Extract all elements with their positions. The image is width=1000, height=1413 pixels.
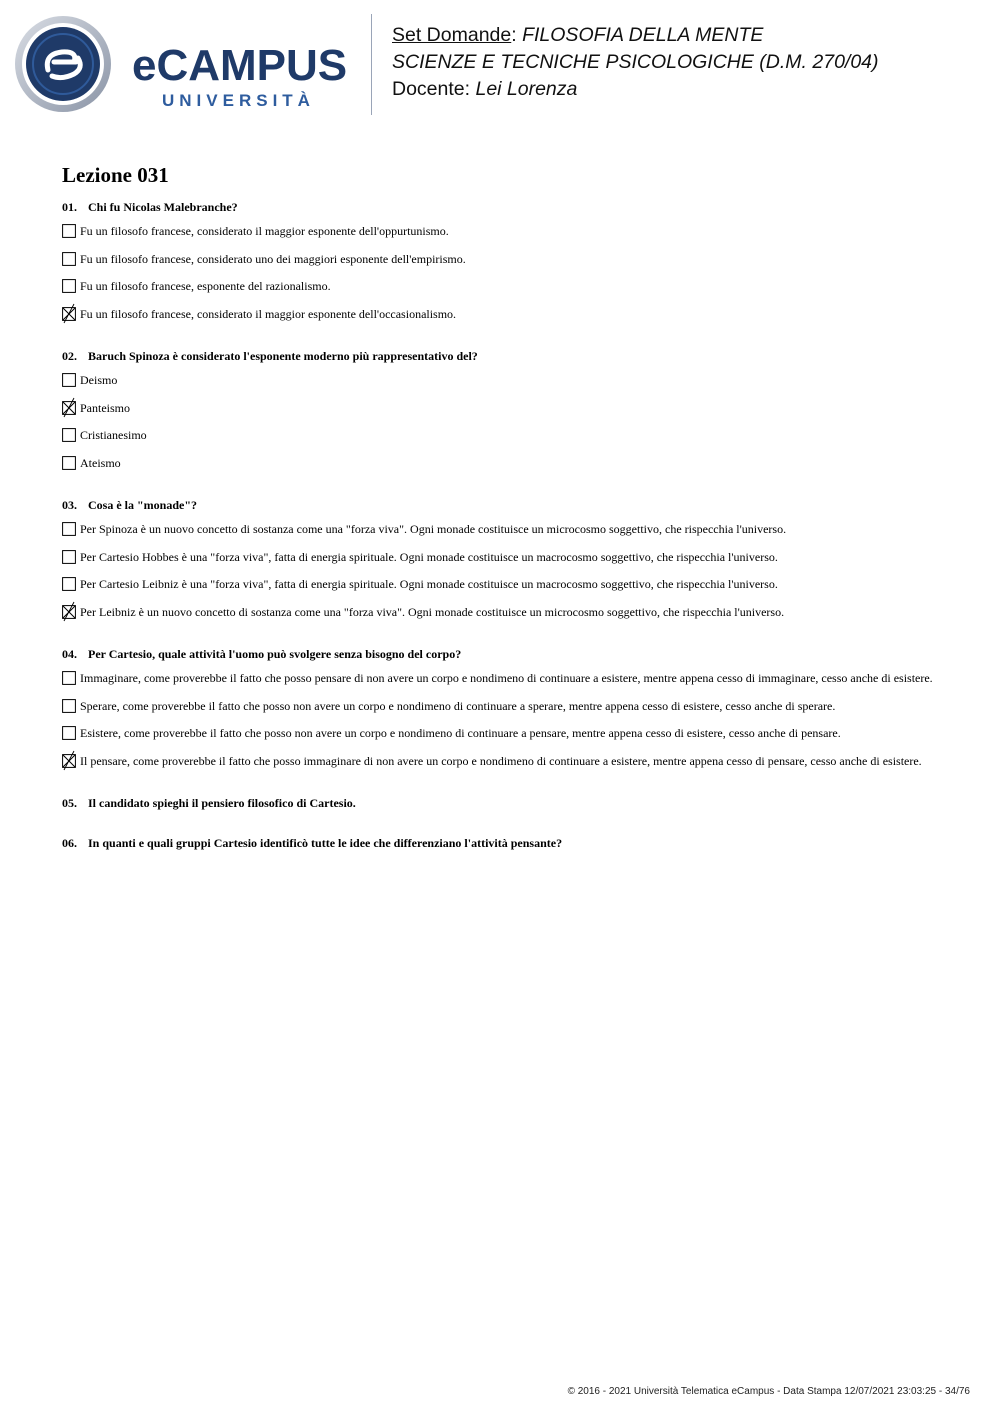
question-label: Baruch Spinoza è considerato l'esponente moderno più rappresentativo del? <box>88 349 478 363</box>
answer-text: Fu un filosofo francese, considerato uno dei maggiori esponente dell'empirismo. <box>80 251 466 266</box>
answer-option <box>62 279 942 294</box>
teacher-name: Lei Lorenza <box>475 78 578 100</box>
answer-text: Il pensare, come proverebbe il fatto che posso immaginare di non avere un corpo e nondimeno di continuare a esistere, mentre appena cesso di pensare, cesso anche di esistere. <box>80 753 922 768</box>
checked-box-icon[interactable] <box>62 754 76 768</box>
answer-text: Fu un filosofo francese, considerato il maggior esponente dell'oppurtunismo. <box>80 224 449 238</box>
document-header <box>392 22 879 103</box>
answer-option <box>62 456 942 471</box>
answer-text: Sperare, come proverebbe il fatto che posso non avere un corpo e nondimeno di continuare a sperare, mentre appena cesso di esistere, cesso anche di sperare. <box>80 698 836 713</box>
question-block <box>62 795 942 811</box>
answer-option <box>62 550 942 565</box>
checkbox-icon[interactable] <box>62 699 76 713</box>
answer-option <box>62 671 942 686</box>
logo-subtitle: UNIVERSITÀ <box>162 91 315 110</box>
answer-option <box>62 428 942 443</box>
question-number: 02. <box>62 349 77 363</box>
page-footer: © 2016 - 2021 Università Telematica eCampus - Data Stampa 12/07/2021 23:03:25 - 34/76 <box>567 1386 970 1397</box>
checkbox-icon[interactable] <box>62 671 76 685</box>
answer-text: Per Cartesio Hobbes è una "forza viva", fatta di energia spirituale. Ogni monade costituisce un macrocosmo soggettivo, che rispecchia l'universo. <box>80 549 778 564</box>
header-divider <box>371 14 372 115</box>
question-block <box>62 835 942 851</box>
question-list <box>62 199 942 851</box>
question-block <box>62 646 942 768</box>
answer-text: Ateismo <box>80 455 121 470</box>
question-label: In quanti e quali gruppi Cartesio identificò tutte le idee che differenziano l'attività pensante? <box>88 836 563 850</box>
answer-option <box>62 605 942 620</box>
question-text <box>62 348 942 364</box>
question-block <box>62 348 942 470</box>
answer-text: Fu un filosofo francese, esponente del razionalismo. <box>80 279 331 293</box>
questions-content <box>62 162 942 875</box>
answer-option <box>62 699 942 714</box>
answer-text: Per Spinoza è un nuovo concetto di sostanza come una "forza viva". Ogni monade costituisce un microcosmo soggettivo, che rispecchia l'universo. <box>80 522 787 536</box>
question-number: 04. <box>62 647 77 661</box>
question-number: 01. <box>62 200 77 214</box>
answer-text: Esistere, come proverebbe il fatto che posso non avere un corpo e nondimeno di continuare a pensare, mentre appena cesso di esistere, cesso anche di pensare. <box>80 726 841 740</box>
question-text <box>62 199 942 215</box>
checkbox-icon[interactable] <box>62 428 76 442</box>
checked-box-icon[interactable] <box>62 605 76 619</box>
course-name: FILOSOFIA DELLA MENTE <box>522 24 764 46</box>
set-separator: : <box>511 24 523 46</box>
answer-text: Per Cartesio Leibniz è una "forza viva", fatta di energia spirituale. Ogni monade costituisce un macrocosmo soggettivo, che rispecchia l'universo. <box>80 577 778 591</box>
checkbox-icon[interactable] <box>62 279 76 293</box>
checked-box-icon[interactable] <box>62 307 76 321</box>
lesson-title: Lezione 031 <box>62 163 169 187</box>
checkbox-icon[interactable] <box>62 224 76 238</box>
checkbox-icon[interactable] <box>62 373 76 387</box>
answer-text: Immaginare, come proverebbe il fatto che posso pensare di non avere un corpo e nondimeno di continuare a esistere, mentre appena cesso di immaginare, cesso anche di esistere. <box>80 671 933 685</box>
checked-box-icon[interactable] <box>62 401 76 415</box>
checkbox-icon[interactable] <box>62 456 76 470</box>
question-text <box>62 795 942 811</box>
question-block <box>62 199 942 321</box>
question-label: Chi fu Nicolas Malebranche? <box>88 200 238 214</box>
answer-option <box>62 726 942 741</box>
question-text <box>62 497 942 513</box>
answer-option <box>62 252 942 267</box>
checkbox-icon[interactable] <box>62 252 76 266</box>
set-line <box>392 22 879 49</box>
checkbox-icon[interactable] <box>62 577 76 591</box>
answer-text: Deismo <box>80 373 118 387</box>
question-label: Cosa è la "monade"? <box>88 498 197 512</box>
teacher-line <box>392 76 879 103</box>
answer-option <box>62 373 942 388</box>
checkbox-icon[interactable] <box>62 550 76 564</box>
answer-option <box>62 577 942 592</box>
ecampus-logo <box>14 14 358 118</box>
answer-option <box>62 522 942 537</box>
answer-option <box>62 401 942 416</box>
answer-text: Cristianesimo <box>80 428 147 442</box>
question-number: 03. <box>62 498 77 512</box>
answer-option <box>62 307 942 322</box>
question-text <box>62 835 942 851</box>
answer-text: Per Leibniz è un nuovo concetto di sostanza come una "forza viva". Ogni monade costituisce un microcosmo soggettivo, che rispecchia l'universo. <box>80 604 785 619</box>
answer-option <box>62 224 942 239</box>
set-label: Set Domande <box>392 24 512 46</box>
question-number: 05. <box>62 796 77 810</box>
answer-text: Fu un filosofo francese, considerato il maggior esponente dell'occasionalismo. <box>80 306 457 321</box>
question-block <box>62 497 942 619</box>
answer-text: Panteismo <box>80 400 130 415</box>
question-text <box>62 646 942 662</box>
teacher-label: Docente: <box>392 78 476 100</box>
answer-option <box>62 754 942 769</box>
checkbox-icon[interactable] <box>62 522 76 536</box>
program-name: SCIENZE E TECNICHE PSICOLOGICHE (D.M. 270/04) <box>392 51 879 73</box>
checkbox-icon[interactable] <box>62 726 76 740</box>
question-label: Il candidato spieghi il pensiero filosofico di Cartesio. <box>88 796 356 810</box>
question-number: 06. <box>62 836 77 850</box>
logo-name: eCAMPUS <box>132 41 348 90</box>
question-label: Per Cartesio, quale attività l'uomo può svolgere senza bisogno del corpo? <box>88 647 462 661</box>
